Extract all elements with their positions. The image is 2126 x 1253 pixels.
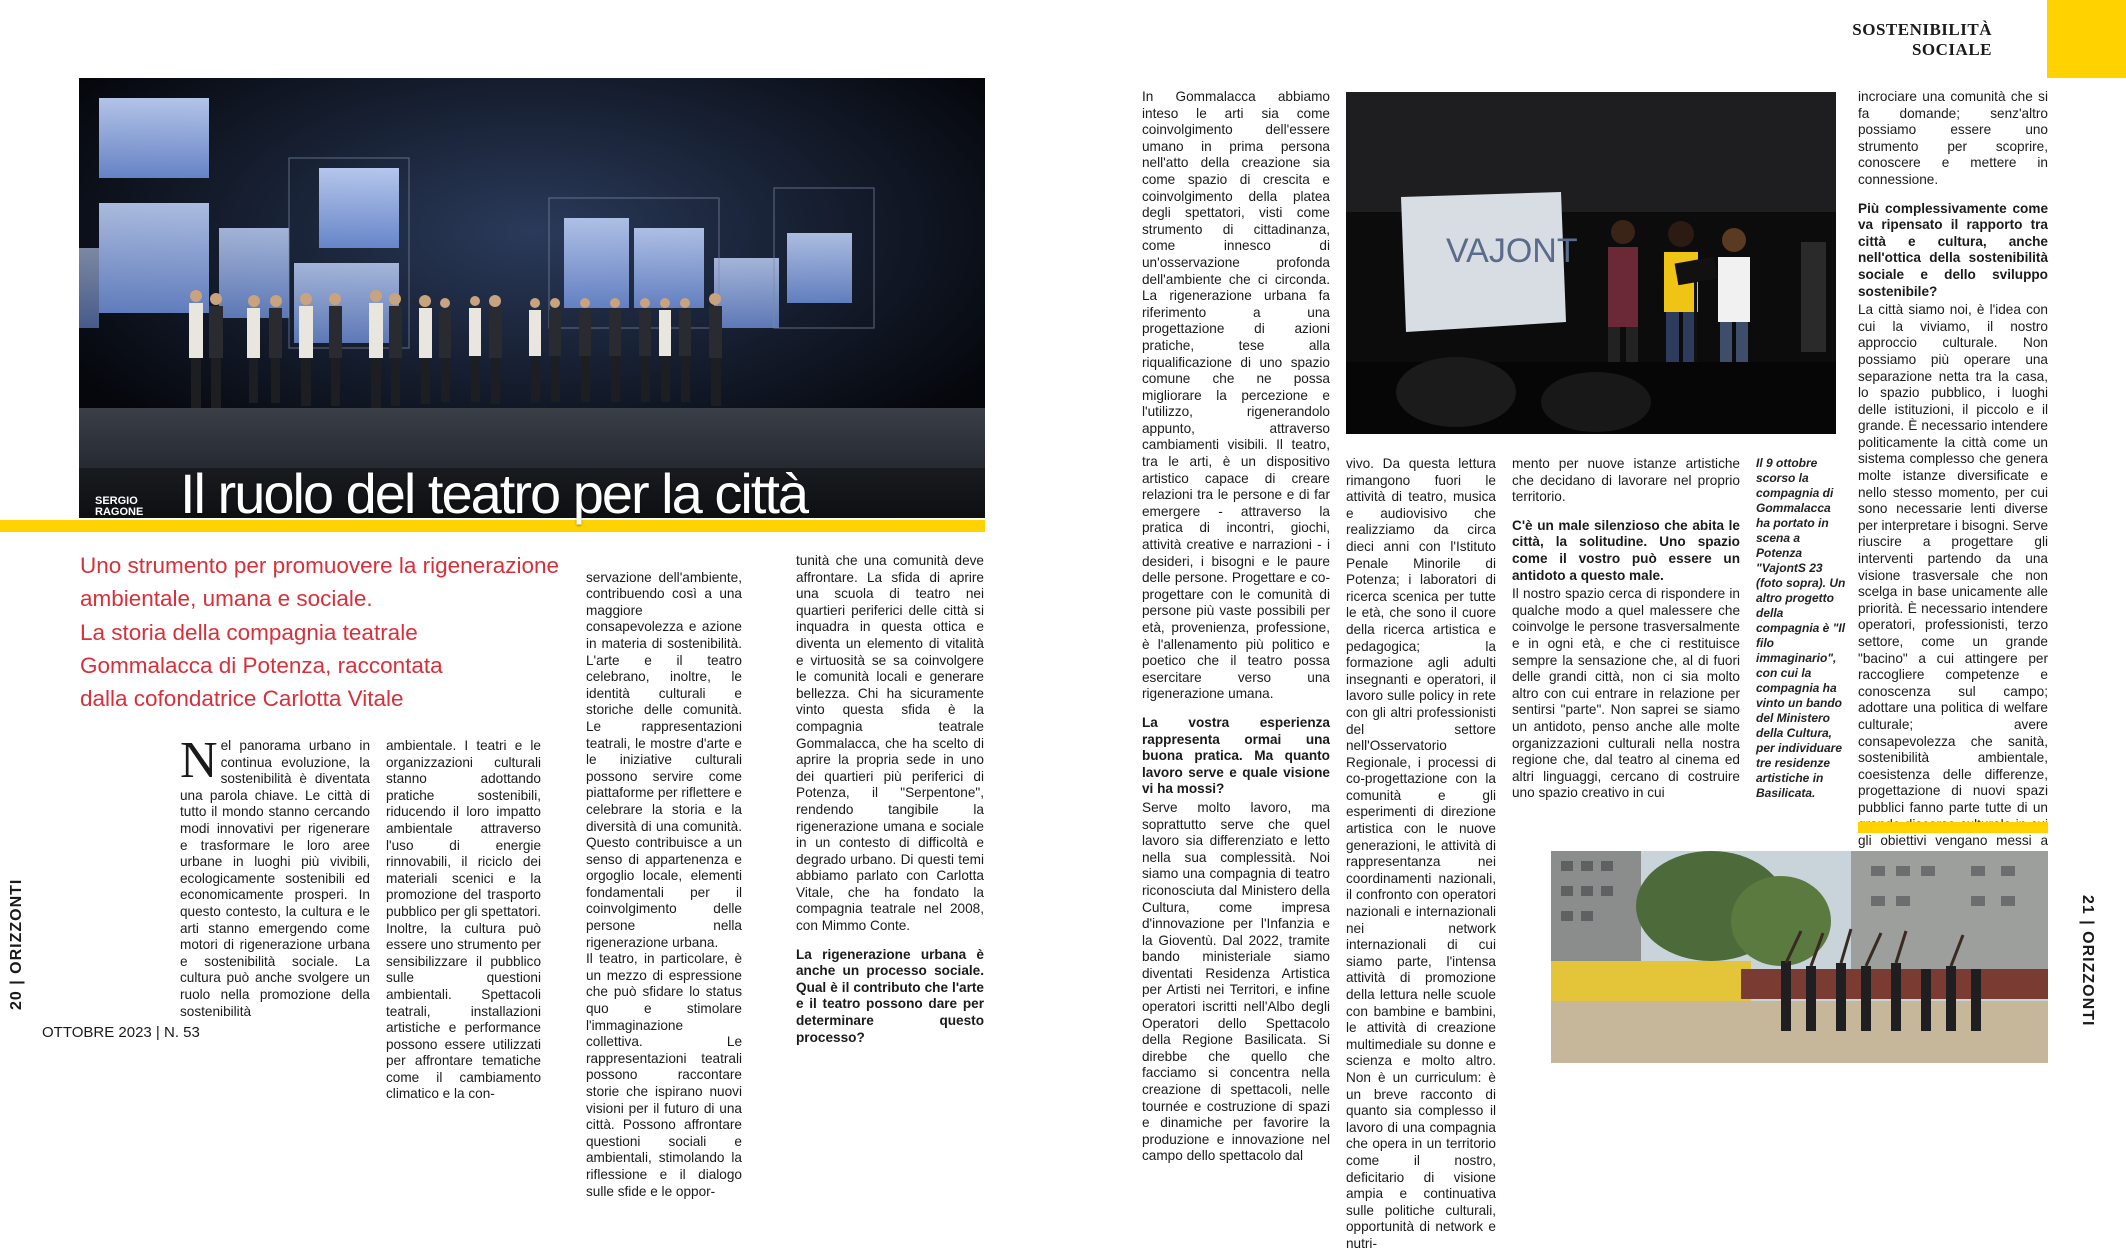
interview-question: C'è un male silenzioso che abita le città, la solitudine. Uno spazio come il vostro può essere un antidoto a questo male. <box>1512 517 1740 583</box>
column-text: ambientale. I teatri e le organizzazioni culturali stanno adottando pratiche sostenibili, riducendo il loro impatto ambientale attraverso l'uso di energie rinnovabili, il riciclo dei materiali scenici e la promozione del trasporto pubblico per gli spettatori. Inoltre, la cultura può essere uno strumento per sensibilizzare il pubblico sulle questioni ambientali. Spettacoli teatrali, installazioni artistiche e performance possono essere utilizzati per affrontare tematiche come il cambiamento climatico e la con- <box>386 738 541 1102</box>
column-text: vivo. Da questa lettura rimangono fuori le attività di teatro, musica e audiovisivo che realizziamo da circa dieci anni con l'Istituto Penale Minorile di Potenza; i laboratori di ricerca scenica per tutte le età, che sono il cuore della ricerca artistica e pedagogica; la formazione agli adulti insegnanti e operatori, il lavoro sulle policy in rete con gli altri professionisti del settore nell'Osservatorio Regionale, i processi di co-progettazione con la comunità e gli esperimenti di direzione artistica con le nuove generazioni, le attività di rappresentanza nei coordinamenti nazionali, il confronto con operatori nazionali e internazionali nei network internazionali di cui siamo parte, l'intensa attività di promozione della lettura nelle scuole con bambine e bambini, le attività di creazione multimediale su donne e scienza e molto altro. Non è un curriculum: è un breve racconto di quanto sia complesso il lavoro di una compagnia che opera in un territorio come il nostro, deficitario di visione ampia e continuativa sulle politiche culturali, opportunità di network e nutri- <box>1346 456 1496 1251</box>
interview-question: Più complessivamente come va ripensato il rapporto tra città e cultura, anche nell'ottica della sostenibilità sociale e dello sviluppo sostenibile? <box>1858 200 2048 299</box>
section-title: SOSTENIBILITÀ SOCIALE <box>1852 20 1992 59</box>
issue-info: OTTOBRE 2023 | N. 53 <box>42 1024 200 1041</box>
column-text: mento per nuove istanze artistiche che decidano di lavorare nel proprio territorio. <box>1512 456 1740 505</box>
interview-answer: Il nostro spazio cerca di rispondere in qualche modo a quel malessere che coinvolge le persone trasversalmente e in ogni età, e che ci restituisce sempre la sensazione che, al di fuori delle grandi città, non ci sia molto altro con cui entrare in relazione per sentirsi "parte". Non saprei se siamo un antidoto, penso anche alle molte organizzazioni culturali nella nostra regione che, dal teatro al cinema ed altri linguaggi, cercano di costruire uno spazio creativo in cui <box>1512 586 1740 801</box>
corner-yellow-block <box>2047 0 2126 78</box>
right-column-3 <box>1512 456 1740 802</box>
folio-label: ORIZZONTI <box>8 878 25 974</box>
left-column-2 <box>386 738 541 1103</box>
drop-cap: N <box>180 732 218 789</box>
left-column-1 <box>180 732 370 1020</box>
rehearsal-photo <box>1346 92 1836 434</box>
interview-answer: Serve molto lavoro, ma soprattutto serve che quel lavoro sia differenziato e letto nella sua complessità. Noi siamo una compagnia di teatro riconosciuta dal Ministero della Cultura, come impresa d'innovazione per l'Infanzia e la Gioventù. Dal 2022, tramite bando ministeriale siamo diventati Residenza Artistica per Artisti nei Territori, e infine operatori iscritti nell'Albo degli Operatori dello Spettacolo della Regione Basilicata. Si direbbe che quello che facciamo si concentra nella creazione di spettacoli, nelle tournée e costruzione di spazi e dinamiche per favorire la produzione e innovazione nel campo dello spettacolo dal <box>1142 799 1330 1164</box>
outdoor-photo <box>1551 851 2048 1063</box>
whiteboard-text: VAJONT <box>1446 232 1578 270</box>
right-column-2 <box>1346 456 1496 1253</box>
left-column-4 <box>796 553 984 1048</box>
interview-question: La vostra esperienza rappresenta ormai una buona pratica. Ma quanto lavoro serve e quale visione vi ha mossi? <box>1142 714 1330 797</box>
column-text: tunità che una comunità deve affrontare. La sfida di aprire una scuola di teatro nei quartieri periferici delle città si inquadra in questa ottica e diventa un elemento di vitalità e virtuosità se sa coinvolgere le comunità locali e generare bellezza. Chi ha sicuramente vinto questa sfida è la compagnia teatrale Gommalacca, che ha scelto di aprire la propria sede in uno dei quartieri più periferici di Potenza, il "Serpentone", rendendo tangibile la rigenerazione umana e sociale in un contesto di difficoltà e degrado urbano. Di questi temi abbiamo parlato con Carlotta Vitale, che ha fondato la compagnia teatrale nel 2008, con Mimmo Conte. <box>796 553 984 934</box>
right-column-4 <box>1858 89 2048 916</box>
folio-divider: | <box>8 973 25 985</box>
left-column-3 <box>586 553 742 1217</box>
interview-question: La rigenerazione urbana è anche un processo sociale. Qual è il contributo che l'arte e il teatro possono dare per determinare questo processo? <box>796 946 984 1045</box>
page-number: 21 <box>2079 895 2096 915</box>
intro-text: el panorama urbano in continua evoluzione, la sostenibilità è diventata una parola chiave. Le città di tutto il mondo stanno cercando modi innovativi per rigenerare e trasformare le loro aree urbane in luoghi più vivibili, ecologicamente sostenibili ed economicamente prosperi. In questo contesto, la cultura e le arti stanno emergendo come motori di rigenerazione urbana e sostenibilità sociale. La cultura può anche svolgere un ruolo nella promozione della sostenibilità <box>180 738 370 1019</box>
interview-answer: La città siamo noi, è l'idea con cui la viviamo, il nostro approccio culturale. Non possiamo più operare una separazione netta tra la casa, lo spazio pubblico, i luoghi delle istituzioni, il piccolo e il grande. È necessario intendere politicamente la città come un sistema complesso che genera molte istanze diversificate e nello stesso momento, per cui sono necessarie lenti diverse per interpretare i bisogni. Serve riuscire a progettare gli interventi partendo da una visione trasversale che non scelga in base unicamente alle priorità. È necessario intendere operatori, professionisti, terzo settore, come un grande "bacino" a cui attingere per raccogliere competenze e conoscenza sul campo; adottare una politica di welfare culturale; avere consapevolezza che sanità, sostenibilità ambientale, coesistenza delle differenze, progettazione di nuovi spazi pubblici fanno parte tutte di un gli obiettivi vengano messi a <box>1858 302 2048 849</box>
author-name: SERGIO RAGONE <box>95 495 144 518</box>
left-folio <box>8 850 26 1010</box>
column-text: servazione dell'ambiente, contribuendo così a una maggiore consapevolezza e azione in materia di sostenibilità. L'arte e il teatro celebrano, inoltre, le identità culturali e storiche delle comunità. Le rappresentazioni teatrali, le mostre d'arte e le iniziative culturali possono servire come piattaforme per riflettere e celebrare la storia e la diversità di una comunità. Questo contribuisce a un senso di appartenenza e orgoglio locale, elementi fondamentali per il coinvolgimento delle persone nella rigenerazione urbana. Il teatro, in particolare, è un mezzo di espressione che può sfidare lo status quo e stimolare l'immaginazione collettiva. Le rappresentazioni teatrali possono raccontare storie che ispirano nuovi visioni per il futuro di una città. Possono affrontare questioni sociali e ambientali, stimolando la riflessione e il dialogo sulle sfide e le oppor- <box>586 569 742 1199</box>
column-end-bar <box>1858 822 2048 833</box>
folio-label: ORIZZONTI <box>2079 931 2096 1027</box>
column-text: incrociare una comunità che si fa domande; senz'altro possiamo essere uno strumento per scoprire, conoscere e mettere in connessione. <box>1858 89 2048 187</box>
article-title: Il ruolo del teatro per la città <box>180 462 808 525</box>
stage-photo <box>79 78 985 518</box>
column-text: In Gommalacca abbiamo inteso le arti sia come coinvolgimento dell'essere umano in prima persona nell'atto della creazione sia come spazio di crescita e coinvolgimento della platea degli spettatori, visti come strumento di cittadinanza, come innesco di un'osservazione profonda dell'ambiente che ci circonda. La rigenerazione urbana fa riferimento a una progettazione di azioni pratiche, tese alla riqualificazione di uno spazio comune che ne possa migliorare la percezione e l'utilizzo, rigenerandolo appunto, attraverso cambiamenti visibili. Il teatro, tra le arti, è un dispositivo artistico capace di creare relazioni tra le persone e di far emergere - attraverso la pratica di incontri, giochi, attività creative e narrazioni - i desideri, i bisogni e le paure delle persone. Progettare e co-progettare con le comunità di persone più vaste possibili per età, provenienza, professione, è l'allenamento più politico e poetico che il teatro possa esercitare verso una rigenerazione umana. <box>1142 89 1330 702</box>
right-column-1 <box>1142 89 1330 1165</box>
article-subtitle: Uno strumento per promuovere la rigenerazione ambientale, umana e sociale. La storia della compagnia teatrale Gommalacca di Potenza, raccontata dalla cofondatrice Carlotta Vitale <box>80 553 560 712</box>
photo-caption: Il 9 ottobre scorso la compagnia di Gommalacca ha portato in scena a Potenza "VajontS 23 (foto sopra). Un altro progetto della compagnia è "Il filo immaginario", con cui la compagnia ha vinto un bando del Ministero della Cultura, per individuare tre residenze artistiche in Basilicata. <box>1756 456 1846 800</box>
folio-divider: | <box>2079 920 2096 932</box>
right-folio <box>2078 895 2096 1055</box>
page-number: 20 <box>8 990 25 1010</box>
